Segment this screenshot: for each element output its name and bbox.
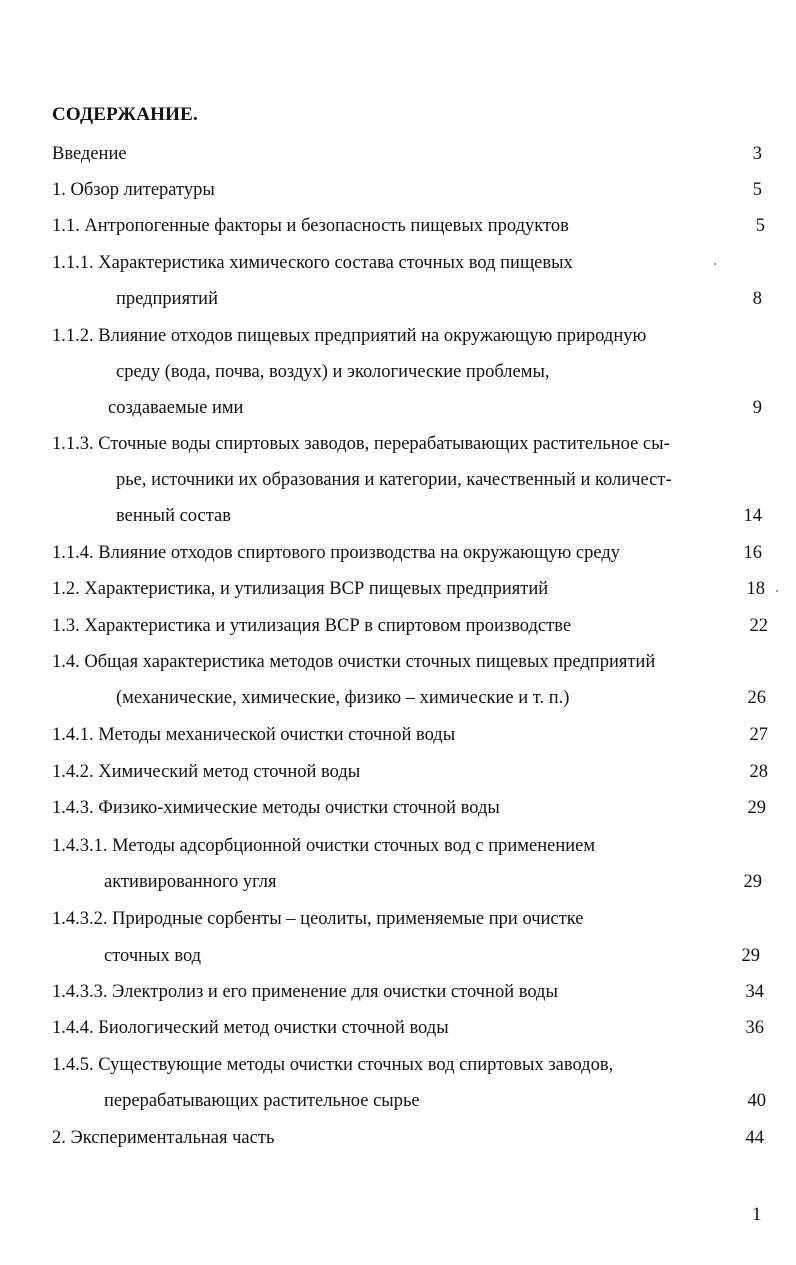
toc-entry-text: 1.1.3. Сточные воды спиртовых заводов, перерабатывающих растительное сы- — [52, 434, 670, 454]
toc-entry-page: 5 — [752, 180, 762, 200]
toc-entry-page: 34 — [745, 982, 764, 1002]
scan-speck — [714, 263, 716, 265]
toc-entry-text: 1.4.3. Физико-химические методы очистки сточной воды — [52, 798, 500, 818]
toc-entry-page: 5 — [755, 216, 765, 236]
toc-entry-page: 36 — [745, 1018, 764, 1038]
toc-entry-text: среду (вода, почва, воздух) и экологические проблемы, — [116, 362, 550, 382]
toc-entry-text: 1.1. Антропогенные факторы и безопасность пищевых продуктов — [52, 216, 569, 236]
toc-entry-page: 18 — [746, 579, 765, 599]
toc-entry-text: создаваемые ими — [108, 398, 244, 418]
toc-entry-text: 1.1.4. Влияние отходов спиртового производства на окружающую среду — [52, 543, 621, 563]
toc-entry-text: венный состав — [116, 506, 231, 526]
toc-entry-page: 44 — [745, 1128, 764, 1148]
toc-entry-text: 1.1.1. Характеристика химического состава сточных вод пищевых — [52, 253, 573, 273]
toc-entry-page: 29 — [743, 872, 762, 892]
toc-entry-page: 27 — [749, 725, 768, 745]
toc-entry-text: 1.4.1. Методы механической очистки сточной воды — [52, 725, 456, 745]
toc-entry-text: сточных вод — [104, 946, 202, 966]
toc-entry-text: перерабатывающих растительное сырье — [104, 1091, 420, 1111]
toc-entry-text: 1.4.3.3. Электролиз и его применение для очистки сточной воды — [52, 982, 558, 1002]
toc-entry-page: 26 — [747, 688, 766, 708]
toc-entry-page: 14 — [743, 506, 762, 526]
toc-entry-text: 1.4. Общая характеристика методов очистки сточных пищевых предприятий — [52, 652, 656, 672]
toc-entry-text: (механические, химические, физико – химические и т. п.) — [116, 688, 570, 708]
toc-title: СОДЕРЖАНИЕ. — [52, 104, 198, 125]
toc-entry-text: 1.4.3.2. Природные сорбенты – цеолиты, применяемые при очистке — [52, 909, 584, 929]
toc-entry-page: 9 — [752, 398, 762, 418]
toc-entry-text: активированного угля — [104, 872, 277, 892]
toc-entry-page: 3 — [752, 144, 762, 164]
toc-entry-page: 29 — [741, 946, 760, 966]
scan-speck — [776, 590, 778, 592]
toc-entry-text: 1. Обзор литературы — [52, 180, 215, 200]
toc-entry-text: 1.4.4. Биологический метод очистки сточной воды — [52, 1018, 449, 1038]
toc-entry-page: 8 — [752, 289, 762, 309]
toc-entry-page: 16 — [743, 543, 762, 563]
page-number: 1 — [752, 1204, 762, 1225]
toc-entry-text: 1.1.2. Влияние отходов пищевых предприятий на окружающую природную — [52, 326, 647, 346]
toc-entry-page: 40 — [747, 1091, 766, 1111]
toc-entry-page: 28 — [749, 762, 768, 782]
toc-entry-text: предприятий — [116, 289, 218, 309]
toc-entry-page: 22 — [749, 616, 768, 636]
toc-entry-text: 1.4.5. Существующие методы очистки сточных вод спиртовых заводов, — [52, 1055, 614, 1075]
toc-entry-text: 2. Экспериментальная часть — [52, 1128, 275, 1148]
toc-entry-text: Введение — [52, 144, 127, 164]
toc-entry-text: рье, источники их образования и категории, качественный и количест- — [116, 470, 672, 490]
toc-entry-text: 1.4.3.1. Методы адсорбционной очистки сточных вод с применением — [52, 836, 596, 856]
toc-entry-text: 1.2. Характеристика, и утилизация ВСР пищевых предприятий — [52, 579, 549, 599]
toc-entry-text: 1.3. Характеристика и утилизация ВСР в спиртовом производстве — [52, 616, 572, 636]
toc-entry-page: 29 — [747, 798, 766, 818]
toc-entry-text: 1.4.2. Химический метод сточной воды — [52, 762, 361, 782]
